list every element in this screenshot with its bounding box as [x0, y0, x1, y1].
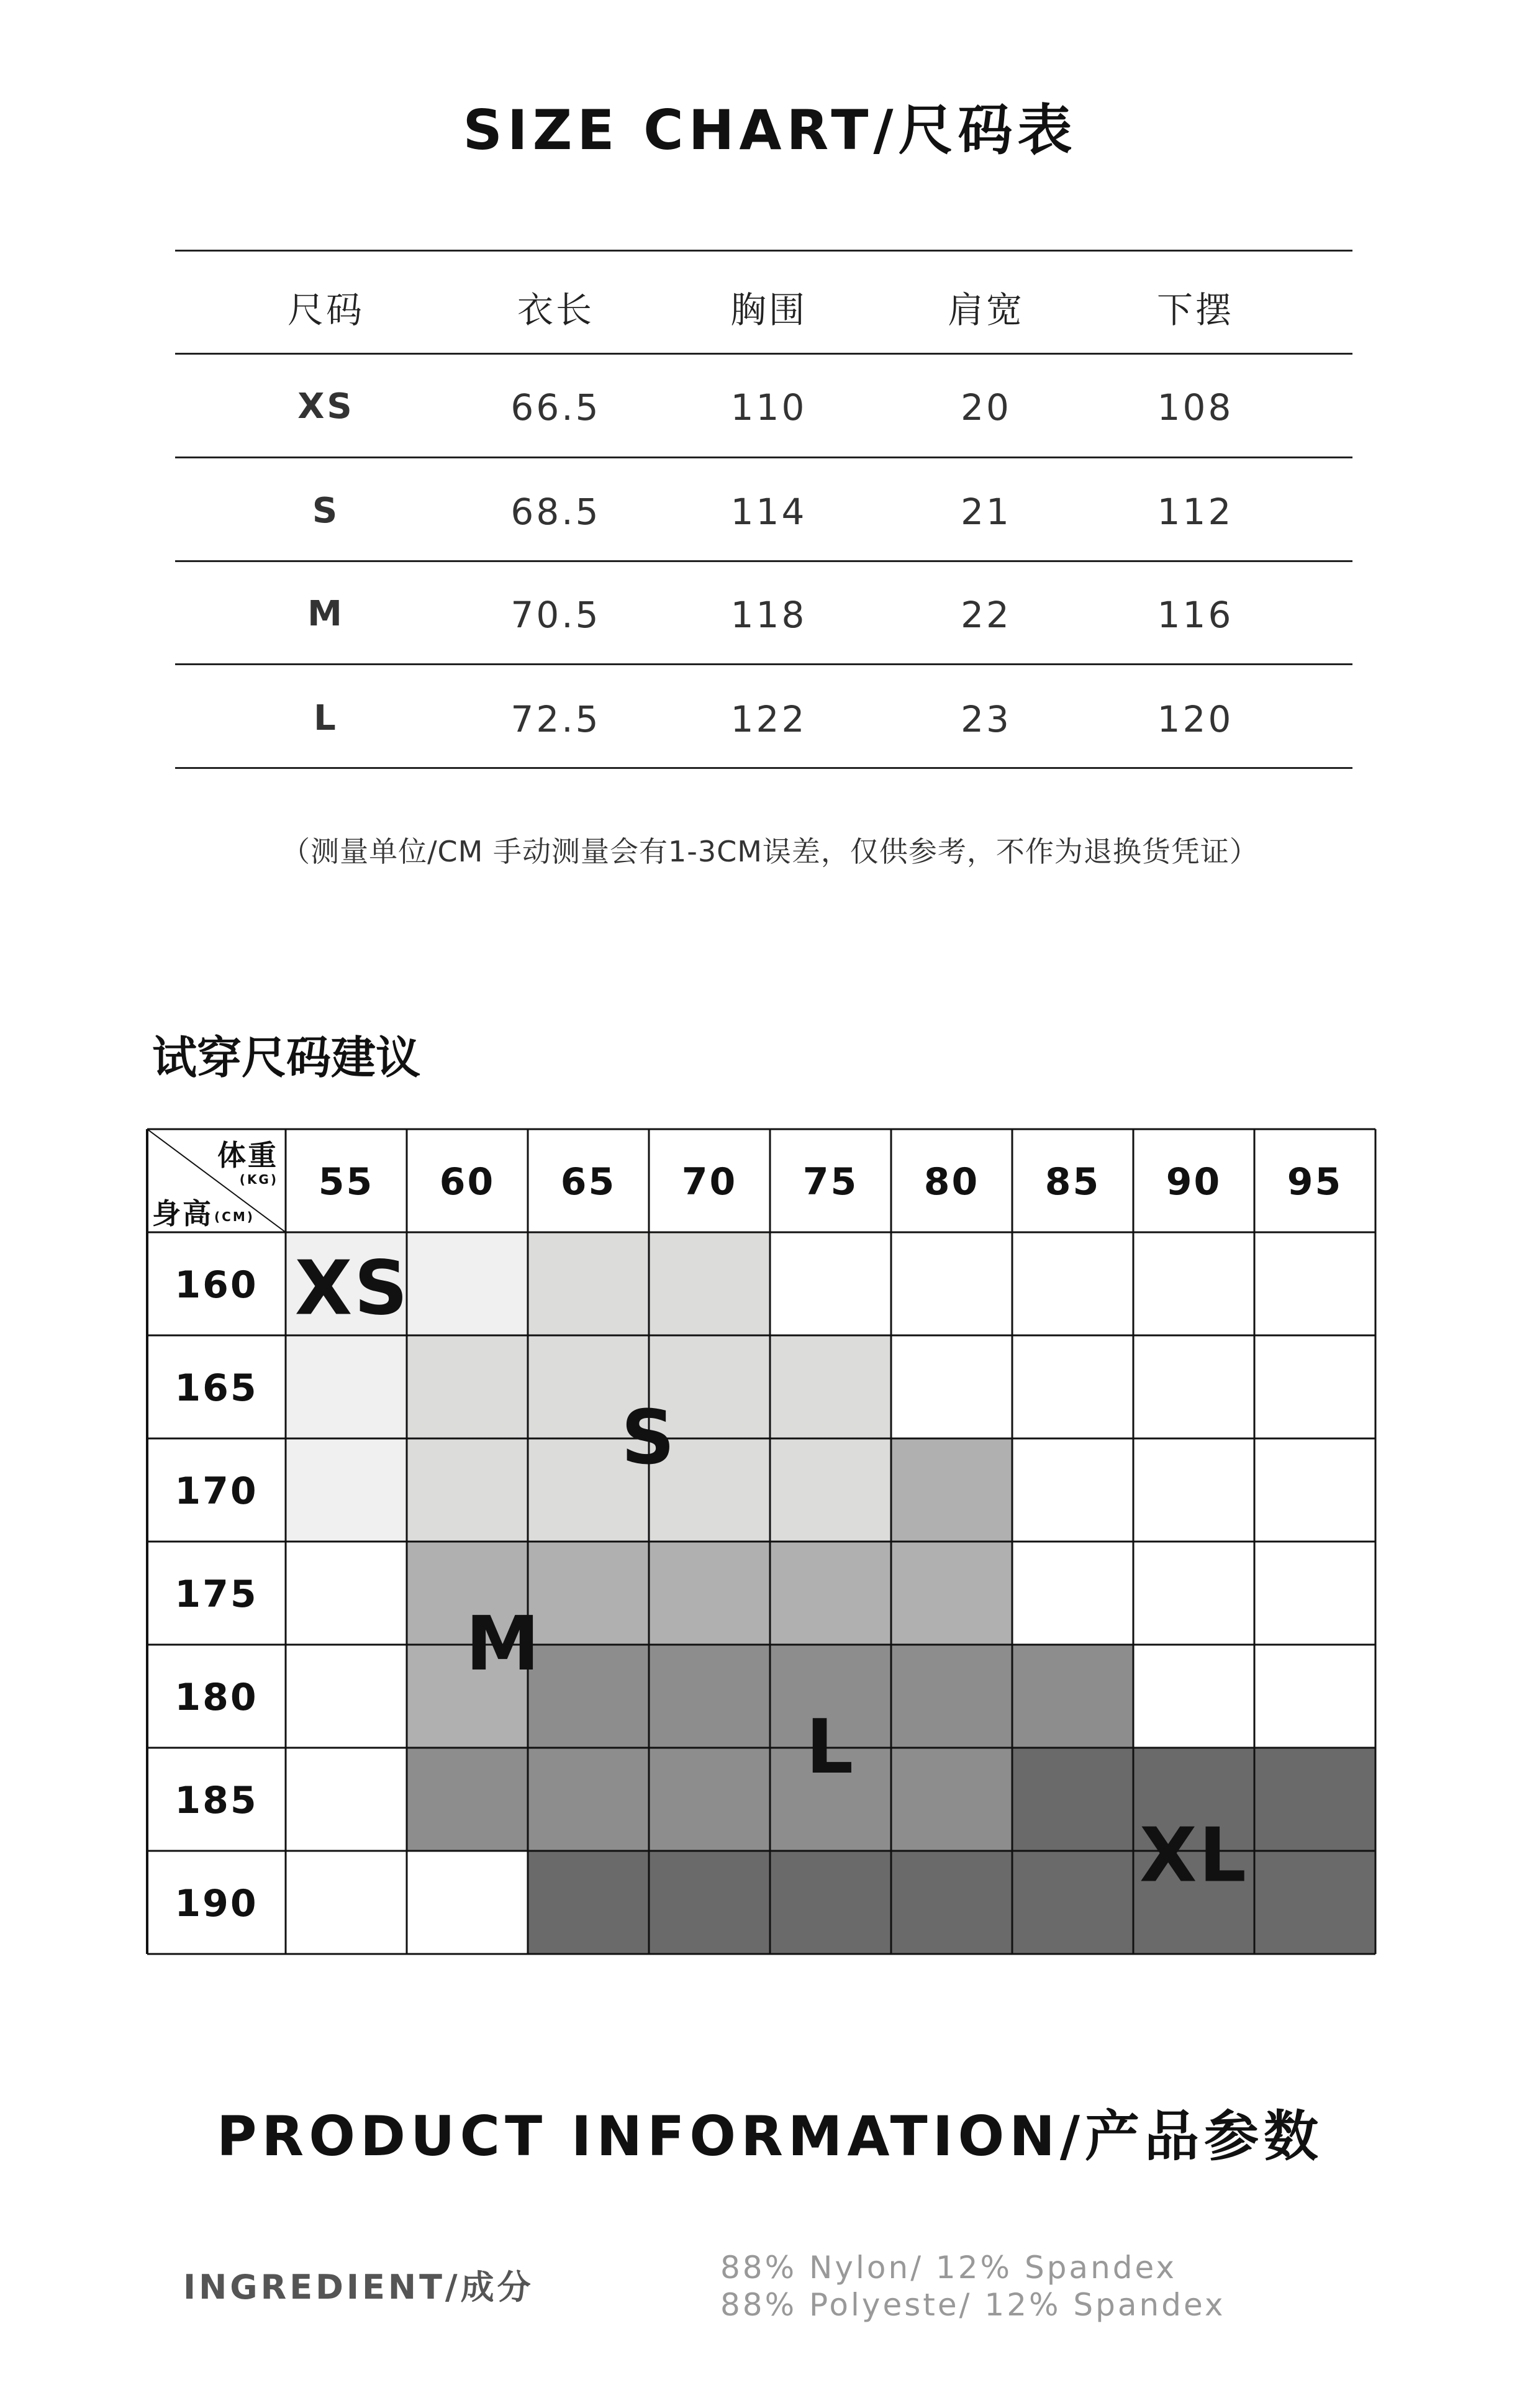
- region-cell-xs: [407, 1232, 528, 1335]
- region-label-m: M: [465, 1601, 542, 1688]
- region-cell-xl: [1012, 1851, 1133, 1954]
- region-cell-l: [891, 1748, 1012, 1851]
- hem-value: 108: [1157, 386, 1234, 429]
- chest-value: 114: [730, 491, 807, 533]
- measurement-note: （测量单位/CM 手动测量会有1-3CM误差，仅供参考，不作为退换货凭证）: [281, 835, 1259, 868]
- length-value: 68.5: [510, 491, 601, 533]
- region-cell-m: [649, 1542, 770, 1645]
- region-cell-l: [1012, 1645, 1133, 1748]
- corner-height-unit: (CM): [214, 1209, 255, 1224]
- header-size: 尺码: [287, 289, 365, 331]
- corner-weight-label: 体重: [217, 1138, 278, 1172]
- region-cell-m: [528, 1542, 649, 1645]
- shoulder-value: 21: [961, 491, 1012, 533]
- ingredient-value: 88% Nylon/ 12% Spandex: [720, 2250, 1177, 2286]
- chest-value: 110: [730, 386, 807, 429]
- height-label: 170: [174, 1470, 258, 1513]
- chest-value: 122: [730, 698, 807, 740]
- region-cell-l: [528, 1645, 649, 1748]
- region-label-xs: XS: [294, 1245, 410, 1332]
- header-hem: 下摆: [1156, 289, 1234, 331]
- region-cell-xs: [286, 1438, 407, 1542]
- size-chart-title: SIZE CHART/尺码表: [463, 98, 1077, 162]
- size-label: XS: [297, 386, 355, 427]
- region-label-s: S: [621, 1395, 677, 1481]
- height-label: 185: [174, 1779, 258, 1822]
- weight-header: 80: [923, 1160, 980, 1204]
- height-label: 180: [174, 1676, 258, 1719]
- region-cell-m: [891, 1542, 1012, 1645]
- region-cell-xl: [770, 1851, 891, 1954]
- region-cell-xl: [528, 1851, 649, 1954]
- size-label: S: [312, 491, 340, 531]
- size-label: L: [314, 698, 338, 738]
- ingredient-label: INGREDIENT/成分: [183, 2268, 534, 2307]
- weight-header: 95: [1287, 1160, 1343, 1204]
- region-cell-l: [891, 1645, 1012, 1748]
- weight-header: 60: [439, 1160, 496, 1204]
- region-cell-l: [528, 1748, 649, 1851]
- weight-header: 70: [681, 1160, 738, 1204]
- header-chest: 胸围: [730, 289, 807, 331]
- weight-header: 85: [1044, 1160, 1101, 1204]
- corner-weight-unit: (KG): [239, 1172, 278, 1187]
- shoulder-value: 23: [961, 698, 1012, 740]
- region-cell-s: [770, 1438, 891, 1542]
- hem-value: 112: [1157, 491, 1234, 533]
- region-cell-m: [891, 1438, 1012, 1542]
- region-label-xl: XL: [1139, 1812, 1248, 1899]
- region-cell-l: [407, 1748, 528, 1851]
- weight-header: 75: [802, 1160, 859, 1204]
- region-cell-s: [770, 1335, 891, 1438]
- corner-height-label: 身高: [152, 1197, 213, 1230]
- region-cell-s: [528, 1232, 649, 1335]
- height-label: 190: [174, 1882, 258, 1925]
- weight-header: 55: [318, 1160, 374, 1204]
- region-cell-m: [770, 1542, 891, 1645]
- header-length: 衣长: [517, 289, 594, 331]
- region-cell-l: [649, 1645, 770, 1748]
- product-info-title: PRODUCT INFORMATION/产品参数: [216, 2104, 1324, 2168]
- height-label: 165: [174, 1366, 258, 1410]
- shoulder-value: 20: [961, 386, 1012, 429]
- region-cell-s: [407, 1335, 528, 1438]
- chest-value: 118: [730, 594, 807, 636]
- region-cell-xs: [286, 1335, 407, 1438]
- ingredient-value: 88% Polyeste/ 12% Spandex: [720, 2287, 1226, 2323]
- weight-header: 90: [1166, 1160, 1222, 1204]
- region-cell-xl: [1012, 1748, 1133, 1851]
- weight-header: 65: [560, 1160, 617, 1204]
- fit-guide-title: 试穿尺码建议: [152, 1032, 421, 1084]
- region-cell-s: [407, 1438, 528, 1542]
- length-value: 70.5: [510, 594, 601, 636]
- region-cell-s: [649, 1232, 770, 1335]
- hem-value: 120: [1157, 698, 1234, 740]
- region-cell-xl: [891, 1851, 1012, 1954]
- region-cell-xl: [649, 1851, 770, 1954]
- region-cell-xl: [1254, 1851, 1375, 1954]
- shoulder-value: 22: [961, 594, 1012, 636]
- region-cell-xl: [1254, 1748, 1375, 1851]
- height-label: 160: [174, 1263, 258, 1307]
- size-label: M: [307, 594, 345, 634]
- region-label-l: L: [805, 1704, 856, 1791]
- header-shoulder: 肩宽: [947, 289, 1025, 331]
- length-value: 72.5: [510, 698, 601, 740]
- hem-value: 116: [1157, 594, 1234, 636]
- height-label: 175: [174, 1573, 258, 1616]
- region-cell-l: [649, 1748, 770, 1851]
- length-value: 66.5: [510, 386, 601, 429]
